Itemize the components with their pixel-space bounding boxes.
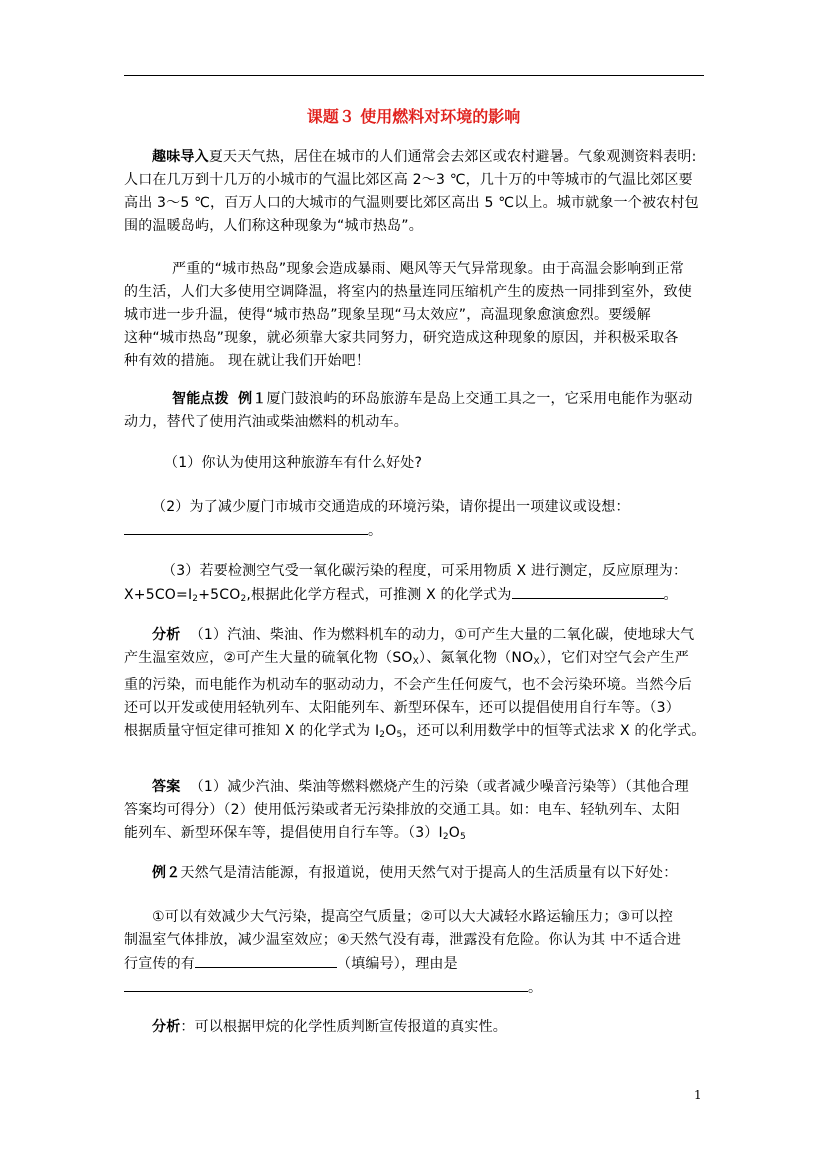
analysis2-text: ：可以根据甲烷的化学性质判断宣传报道的真实性。 [180,1019,508,1035]
subscript: 2 [379,730,386,740]
para-line: 严重的“城市热岛”现象会造成暴雨、飓风等天气异常现象。由于高温会影响到正常 [172,261,684,277]
intro-line: 夏天天气热，居住在城市的人们通常会去郊区或农村避暑。气象观测资料表明: [208,149,697,165]
analysis2-label: 分析 [152,1019,181,1035]
subscript: 5 [396,730,403,740]
analysis1-label: 分析 [152,627,181,643]
example2-text: 天然气是清洁能源，有报道说，使用天然气对于提高人的生活质量有以下好处： [180,865,678,881]
answer-line [124,822,714,849]
analysis-text: （1）汽油、柴油、作为燃料机车的动力，①可产生大量的二氧化碳，使地球大气 [189,627,695,643]
subscript: 2 [192,594,199,604]
options-line: ①可以有效减少大气污染，提高空气质量；②可以大大减轻水路运输压力；③可以控 [152,909,674,925]
intro-line: 围的温暖岛屿，人们称这种现象为“城市热岛”。 [124,218,423,234]
example1-label: 智能点拨 [172,391,229,407]
answer-blank[interactable] [512,583,664,599]
equation-line [124,583,714,611]
example1-paragraph [124,388,714,434]
answer-blank[interactable] [124,519,368,535]
analysis-text: ），它们对空气会产生严 [539,650,689,666]
subscript: X [412,657,420,667]
example1-text: 厦门鼓浪屿的环岛旅游车是岛上交通工具之一，它采用电能作为驱动 [266,391,693,407]
period: 。 [528,980,543,996]
question-3 [124,560,714,611]
options-text: 行宣传的有 [124,956,195,972]
page-number: 1 [694,1088,702,1102]
analysis2-paragraph [124,1016,714,1039]
answer-line: 答案均可得分）（2）使用低污染或者无污染排放的交通工具。如：电车、轻轨列车、太阳 [124,802,680,818]
options-line: 制温室气体排放，减少温室效应；④天然气没有毒，泄露没有危险。你认为其 中不适合进 [124,932,681,948]
para-line: 的生活，人们大多使用空调降温，将室内的热量连同压缩机产生的废热一同排到室外，致使 [124,284,692,300]
question-1 [124,452,714,475]
analysis-text: ，还可以利用数学中的恒等式法求 X 的化学式。 [402,723,706,739]
example1-text: 动力，替代了使用汽油或柴油燃料的机动车。 [124,414,408,430]
equation-part: ,根据此化学方程式，可推测 X 的化学式为 [246,587,512,603]
answer-text: O [448,825,461,841]
para-line: 种有效的措施。 现在就让我们开始吧！ [124,353,371,369]
intro-line: 人口在几万到十几万的小城市的气温比郊区高 2～3 ℃，几十万的中等城市的气温比郊区要 [124,172,693,188]
example2-paragraph [124,862,714,885]
question-1-text: （1）你认为使用这种旅游车有什么好处? [164,455,423,471]
analysis-text: O [385,723,397,739]
answer-blank[interactable] [124,976,528,992]
header-rule [124,75,704,76]
para-line: 这种“城市热岛”现象，就必须靠大家共同努力，研究造成这种现象的原因，并积极采取各 [124,330,679,346]
analysis-text: 根据质量守恒定律可推知 X 的化学式为 I [124,723,380,739]
analysis-text: 产生温室效应，②可产生大量的硫氧化物（SO [124,650,413,666]
example2-number: 例２ [152,865,181,881]
intro-line: 高出 3～5 ℃，百万人口的大城市的气温则要比郊区高出 5 ℃以上。城市就象一个被农村包 [124,195,699,211]
subscript: X [533,657,540,667]
answer1-paragraph [124,776,714,849]
analysis-line: 还可以开发或使用轻轨列车、太阳能列车、新型环保车，还可以提倡使用自行车等。（3） [124,700,680,716]
options-line [124,952,714,976]
heat-island-paragraph [124,258,714,373]
question-2-text: （2）为了减少厦门市城市交通造成的环境污染，请你提出一项建议或设想： [152,499,630,515]
example1-number: 例１ [238,391,267,407]
page-title: 课题３ 使用燃料对环境的影响 [306,107,521,126]
subscript: 5 [460,832,466,842]
answer-text: 能列车、新型环保车等，提倡使用自行车等。（3）I [124,825,443,841]
answer1-label: 答案 [152,779,181,795]
analysis1-paragraph [124,624,714,747]
answer-text: （1）减少汽油、柴油等燃料燃烧产生的污染（或者减少噪音污染等）（其他合理 [189,779,689,795]
example2-options [124,906,714,1000]
subscript: 2 [240,594,247,604]
equation-part: +5CO [198,587,241,603]
equation-part: X+5CO=I [124,587,193,603]
period: 。 [368,523,383,539]
analysis-line [124,647,714,674]
period: 。 [663,587,678,603]
intro-label: 趣味导入 [152,149,209,165]
intro-paragraph [124,146,714,238]
question-3-text: （3）若要检测空气受一氧化碳污染的程度，可采用物质 X 进行测定，反应原理为： [162,563,688,579]
options-text: （填编号），理由是 [337,956,458,972]
analysis-line: 重的污染，而电能作为机动车的驱动动力，不会产生任何废气，也不会污染环境。当然今后 [124,677,692,693]
answer-blank[interactable] [195,952,337,968]
subscript: 2 [442,832,449,842]
para-line: 城市进一步升温，使得“城市热岛”现象呈现“马太效应”，高温现象愈演愈烈。要缓解 [124,307,651,323]
question-2 [124,496,714,543]
analysis-text: ）、氮氧化物（NO [419,650,534,666]
analysis-line [124,720,714,747]
